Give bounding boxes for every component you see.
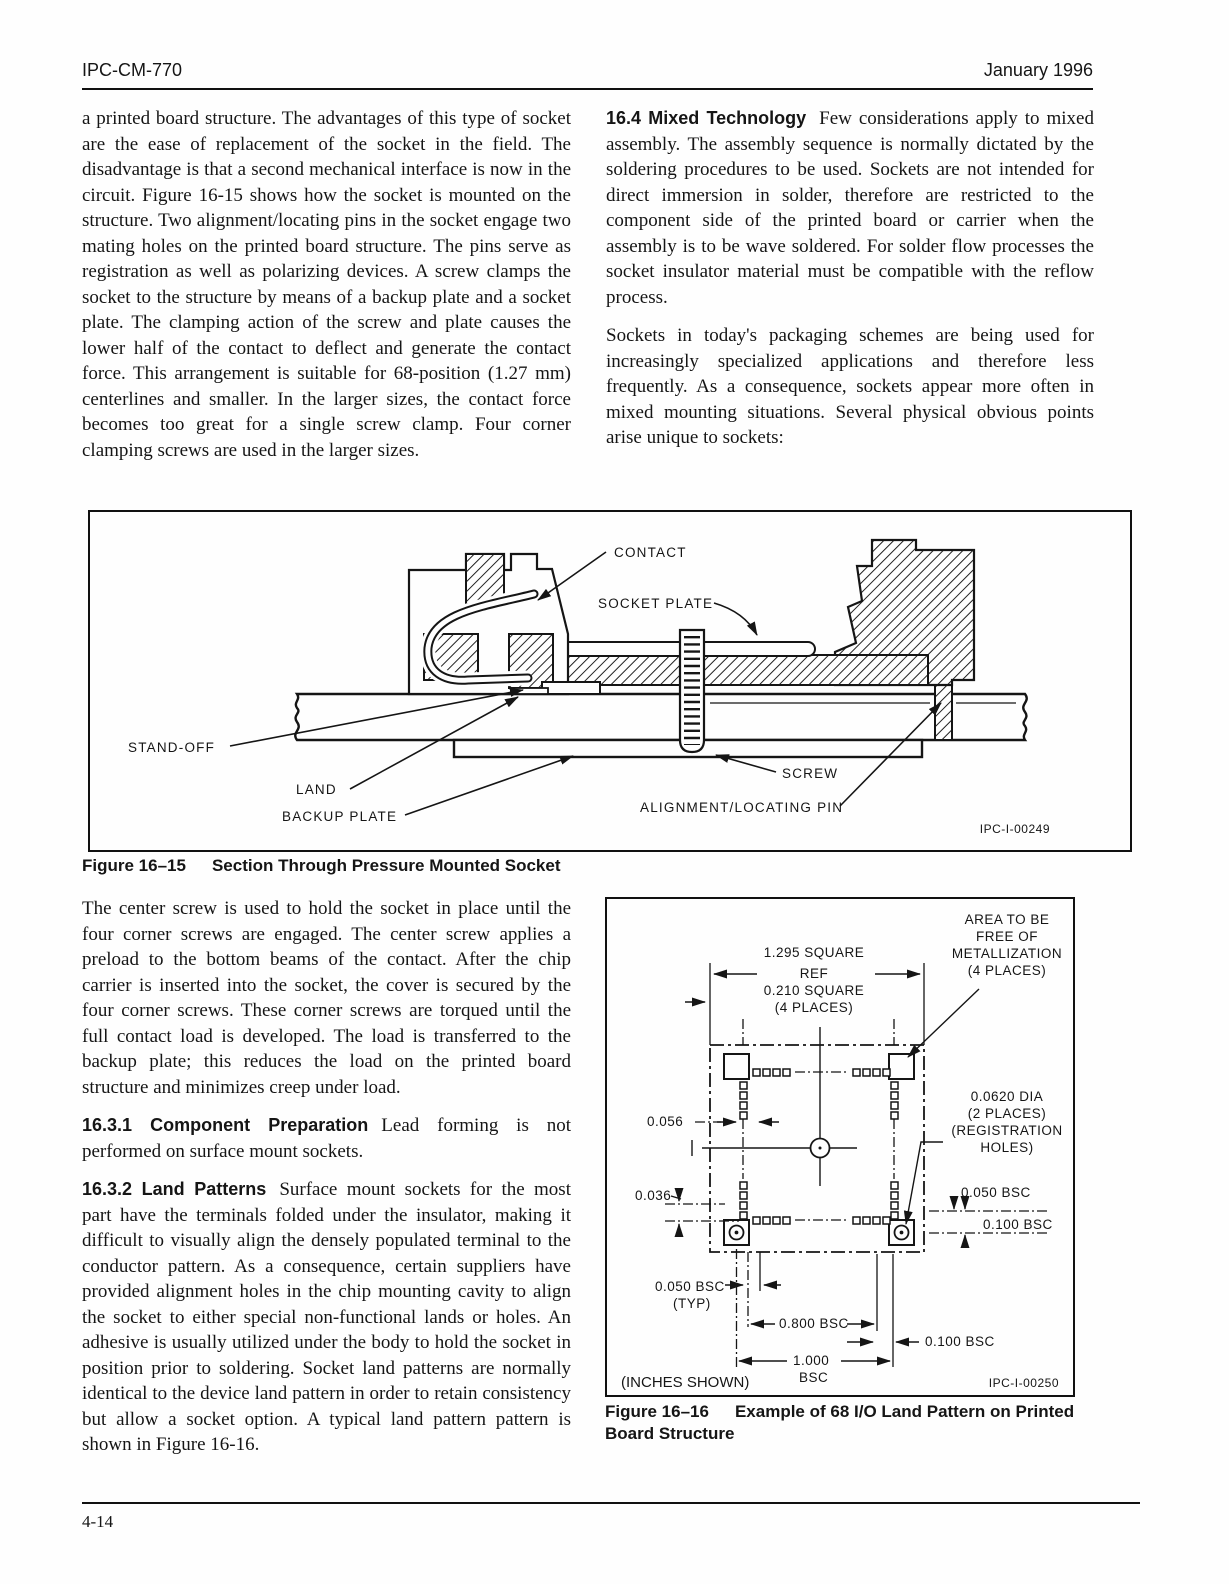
label-dia-4: HOLES) <box>980 1140 1034 1155</box>
paragraph-sockets-packaging: Sockets in today's packaging schemes are being used for increasingly specialized applications and therefore less frequently. As a consequence, sockets appear more often in mixed mounting situations. Several physical obvious points arise unique to sockets: <box>606 325 1094 448</box>
section-heading-16-3-2: 16.3.2 Land Patterns <box>82 1179 267 1199</box>
label-square-ref-2: REF <box>799 966 829 981</box>
column-bottom-left <box>82 896 571 1471</box>
paragraph-mixed-technology <box>606 106 1094 310</box>
figure-16-16-frame <box>605 897 1075 1397</box>
label-fig15-ref-number: IPC-I-00249 <box>979 822 1050 836</box>
paragraph-land-patterns <box>82 1177 571 1458</box>
label-dim-056: 0.056 <box>647 1114 684 1129</box>
label-dim-036: 0.036 <box>635 1188 672 1203</box>
alignment-pin-shape <box>935 678 952 740</box>
figure-16-15-drawing <box>90 512 1130 850</box>
paragraph-socket-mounting: a printed board structure. The advantages of this type of socket are the ease of replacement of the socket in the field. The disadvantage is that a second mechanical interface is now in the circuit. Figure 16-15 shows how the socket is mounted on the structure. Two alignment/locating pins in the socket engage two mating holes on the printed board structure. The pins serve as registration as well as polarizing devices. A screw clamps the socket to the structure by means of a backup plate and a socket plate. The clamping action of the screw and plate causes the lower half of the contact to deflect and generate the contact force. This arrangement is suitable for 68-position (1.27 mm) centerlines and smaller. In the larger sizes, the contact force becomes too great for a single screw clamp. Four corner clamping screws are used in the larger sizes. <box>82 108 571 461</box>
label-area-free-2: FREE OF <box>975 929 1039 944</box>
section-body-16-3-1: Lead forming is not performed on surface mount sockets. <box>82 1115 571 1162</box>
label-square-ref-4: (4 PLACES) <box>774 1000 854 1015</box>
figure-16-16-caption-text: Example of 68 I/O Land Pattern on Printed Board Structure <box>605 1402 1075 1443</box>
figure-16-16-caption <box>605 1401 1077 1445</box>
section-body-16-4: Few considerations apply to mixed assembly. The assembly sequence is normally dictated by the soldering procedures to be used. Sockets are not intended for direct immersion in solder, therefore are restricted to the component side of the printed board or carrier when the assembly is to be wave soldered. For solder flow processes the socket insulator material must be compatible with the reflow process. <box>606 108 1094 308</box>
label-dim-050-left-typ: (TYP) <box>673 1296 711 1311</box>
socket-bottom-bar <box>560 655 928 685</box>
printed-board-structure <box>295 694 1026 740</box>
label-dim-050-right: 0.050 BSC <box>961 1185 1031 1200</box>
section-body-16-3-2: Surface mount sockets for the most part have the terminals folded under the insulator, making it difficult to visually align the densely populated terminal to the conductor pattern. As a consequence, certain suppliers have provided alignment holes in the chip mounting cavity to align the socket to either special non-functional lands or holes. An adhesive is usually utilized under the body to hold the socket in position prior to soldering. Socket land patterns are normally identical to the device land pattern in order to retain consistency but allow a socket option. A typical land pattern pattern is shown in Figure 16-16. <box>82 1179 571 1455</box>
paragraph-component-preparation <box>82 1113 571 1164</box>
figure-16-16-drawing <box>607 899 1073 1395</box>
label-dim-100-right: 0.100 BSC <box>983 1217 1053 1232</box>
label-land: LAND <box>296 782 337 797</box>
stand-off-shape <box>542 682 600 694</box>
dimension-arrows <box>671 974 979 1361</box>
label-screw: SCREW <box>782 766 839 781</box>
label-dim-1000-bsc: BSC <box>799 1370 829 1385</box>
label-socket-plate: SOCKET PLATE <box>598 596 714 611</box>
screw-shape <box>680 630 704 752</box>
label-dia-2: (2 PLACES) <box>967 1106 1047 1121</box>
header-date: January 1996 <box>983 60 1093 80</box>
page-number: 4-14 <box>82 1512 114 1531</box>
label-inches-shown: (INCHES SHOWN) <box>621 1374 750 1391</box>
figure-16-16-caption-label: Figure 16–16 <box>605 1402 709 1421</box>
figure-16-16-labels <box>621 912 1063 1391</box>
label-area-free-1: AREA TO BE <box>964 912 1050 927</box>
label-dia-1: 0.0620 DIA <box>970 1089 1044 1104</box>
dimension-extension-lines <box>710 963 924 1367</box>
header-doc-number: IPC-CM-770 <box>82 60 183 80</box>
label-dim-100-bottom: 0.100 BSC <box>925 1334 995 1349</box>
registration-holes <box>730 1226 909 1240</box>
label-square-ref-1: 1.295 SQUARE <box>763 945 865 960</box>
section-heading-16-3-1: 16.3.1 Component Preparation <box>82 1115 369 1135</box>
label-contact: CONTACT <box>614 545 687 560</box>
label-alignment-pin: ALIGNMENT/LOCATING PIN <box>640 800 844 815</box>
label-area-free-3: METALLIZATION <box>951 946 1063 961</box>
footer-rule <box>82 1502 1140 1504</box>
page-header <box>82 58 1093 90</box>
center-target <box>692 1027 857 1186</box>
column-top-right <box>606 106 1094 464</box>
label-stand-off: STAND-OFF <box>128 740 216 755</box>
figure-16-15-caption-text: Section Through Pressure Mounted Socket <box>211 856 561 875</box>
label-fig16-ref-number: IPC-I-00250 <box>988 1376 1059 1390</box>
paragraph-center-screw: The center screw is used to hold the socket in place until the four corner screws are engaged. The center screw applies a preload to the bottom beams of the contact. After the chip carrier is inserted into the socket, the cover is secured by the four corner screws. These corner screws are torqued until the full contact load is developed. The load is transferred to the backup plate; this reduces the load on the printed board structure and minimizes creep under load. <box>82 898 571 1098</box>
label-dim-050-left: 0.050 BSC <box>655 1279 725 1294</box>
label-square-ref-3: 0.210 SQUARE <box>763 983 865 998</box>
column-top-left <box>82 106 571 476</box>
label-dim-800: 0.800 BSC <box>779 1316 849 1331</box>
label-dia-3: (REGISTRATION <box>951 1123 1063 1138</box>
figure-16-15-caption <box>82 855 782 877</box>
figure-16-15-frame <box>88 510 1132 852</box>
section-heading-16-4: 16.4 Mixed Technology <box>606 108 807 128</box>
label-backup-plate: BACKUP PLATE <box>282 809 398 824</box>
label-dim-1000: 1.000 <box>793 1353 830 1368</box>
label-area-free-4: (4 PLACES) <box>967 963 1047 978</box>
figure-16-15-caption-label: Figure 16–15 <box>82 856 186 875</box>
